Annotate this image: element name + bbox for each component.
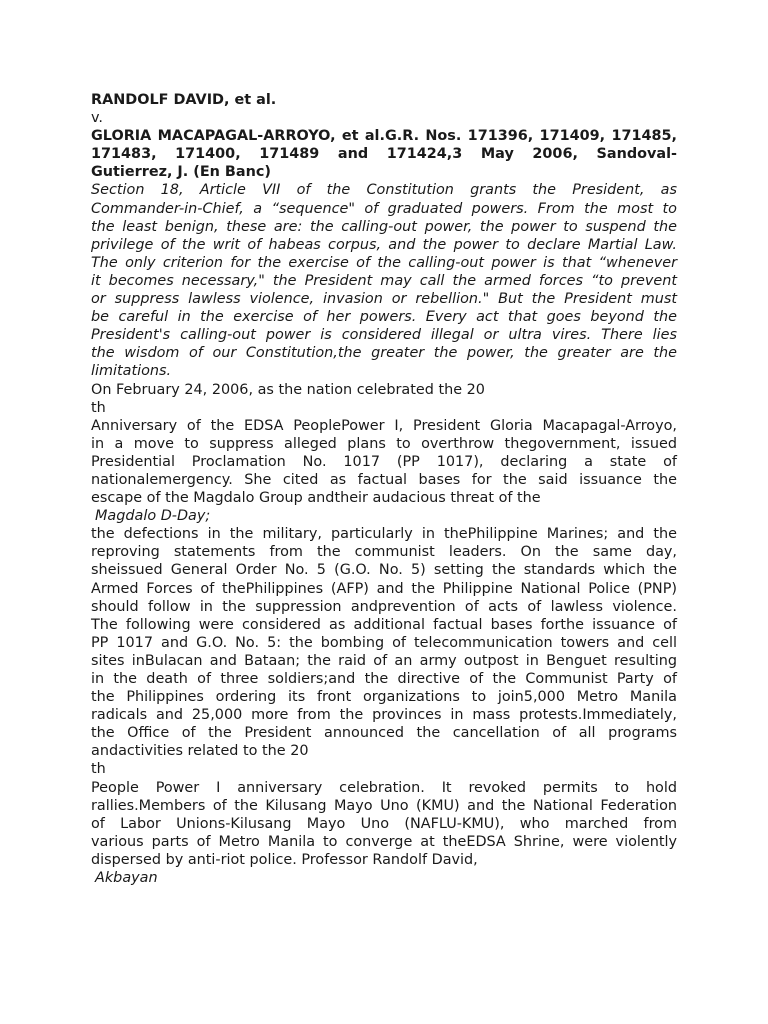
body-line: of Labor Unions-Kilusang Mayo Uno (NAFLU-KMU), who marched from: [91, 815, 677, 832]
body-line: rallies.Members of the Kilusang Mayo Uno (KMU) and the National Federation: [91, 797, 677, 814]
case-respondent-line: 171483, 171400, 171489 and 171424,3 May 2006, Sandoval-: [91, 146, 677, 163]
body-line: nationalemergency. She cited as factual bases for the said issuance the: [91, 471, 677, 488]
summary-line: President's calling-out power is considered illegal or ultra vires. There lies: [91, 327, 677, 344]
body-line: Armed Forces of thePhilippines (AFP) and the Philippine National Police (PNP): [91, 580, 677, 597]
superscript-th: th: [91, 399, 106, 416]
body-line: various parts of Metro Manila to converge at theEDSA Shrine, were violently: [91, 833, 677, 850]
body-line: Anniversary of the EDSA PeoplePower I, President Gloria Macapagal-Arroyo,: [91, 417, 677, 434]
body-line: People Power I anniversary celebration. It revoked permits to hold: [91, 779, 677, 796]
superscript-th: th: [91, 761, 106, 778]
summary-line: Commander-in-Chief, a “sequence" of graduated powers. From the most to: [91, 200, 677, 217]
akbayan-label: Akbayan: [95, 870, 158, 887]
body-line: sheissued General Order No. 5 (G.O. No. 5) setting the standards which the: [91, 562, 677, 579]
body-line: the defections in the military, particularly in thePhilippine Marines; and the: [91, 526, 677, 543]
summary-line: the wisdom of our Constitution,the greater the power, the greater are the: [91, 345, 677, 362]
body-line: dispersed by anti-riot police. Professor Randolf David,: [91, 851, 478, 868]
body-line: should follow in the suppression andprevention of acts of lawless violence.: [91, 598, 677, 615]
body-line: radicals and 25,000 more from the provinces in mass protests.Immediately,: [91, 707, 677, 724]
body-line: sites inBulacan and Bataan; the raid of an army outpost in Benguet resulting: [91, 652, 677, 669]
case-petitioner: RANDOLF DAVID, et al.: [91, 92, 277, 108]
body-line: reproving statements from the communist leaders. On the same day,: [91, 544, 677, 561]
body-line: On February 24, 2006, as the nation celebrated the 20: [91, 381, 485, 398]
body-line: The following were considered as additional factual bases forthe issuance of: [91, 616, 677, 633]
body-line: escape of the Magdalo Group andtheir audacious threat of the: [91, 490, 541, 507]
summary-line: it becomes necessary," the President may call the armed forces “to prevent: [91, 272, 677, 289]
case-versus: v.: [91, 110, 103, 127]
summary-line: be careful in the exercise of her powers. Every act that goes beyond the: [91, 309, 677, 326]
summary-line: privilege of the writ of habeas corpus, and the power to declare Martial Law.: [91, 236, 677, 253]
magdalo-d-day: Magdalo D-Day;: [95, 508, 211, 525]
body-line: in a move to suppress alleged plans to overthrow thegovernment, issued: [91, 435, 677, 452]
document-page: [91, 91, 677, 887]
body-line: the Office of the President announced the cancellation of all programs: [91, 725, 677, 742]
summary-line: limitations.: [91, 363, 172, 380]
summary-line: The only criterion for the exercise of the calling-out power is that “whenever: [91, 254, 677, 271]
case-respondent-line: GLORIA MACAPAGAL-ARROYO, et al.G.R. Nos. 171396, 171409, 171485,: [91, 128, 677, 145]
body-line: the Philippines ordering its front organizations to join5,000 Metro Manila: [91, 689, 677, 706]
case-respondent-line: Gutierrez, J. (En Banc): [91, 164, 271, 181]
body-line: Presidential Proclamation No. 1017 (PP 1017), declaring a state of: [91, 453, 677, 470]
body-line: in the death of three soldiers;and the directive of the Communist Party of: [91, 671, 677, 687]
body-line: andactivities related to the 20: [91, 743, 309, 760]
summary-line: Section 18, Article VII of the Constitution grants the President, as: [91, 182, 677, 199]
body-line: PP 1017 and G.O. No. 5: the bombing of telecommunication towers and cell: [91, 634, 677, 651]
summary-line: the least benign, these are: the calling-out power, the power to suspend the: [91, 218, 677, 235]
summary-line: or suppress lawless violence, invasion or rebellion." But the President must: [91, 291, 677, 308]
